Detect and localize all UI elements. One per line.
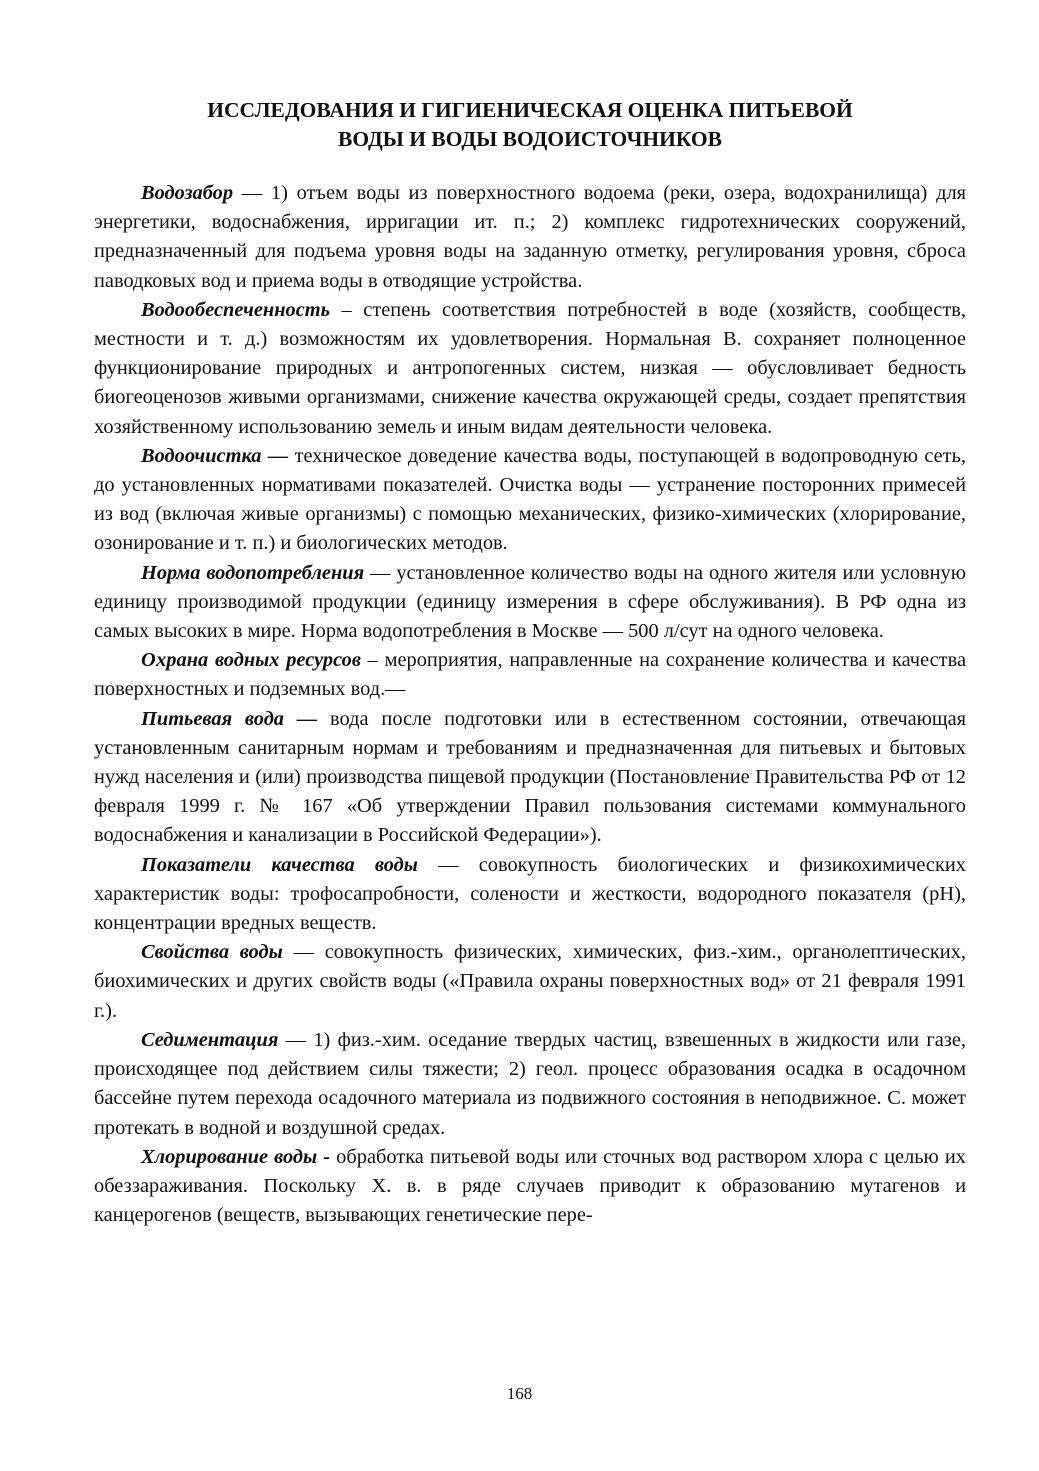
entry-text: обработка питьевой воды или сточных вод раствором хлора с целью их обеззараживания. Поскольку Х. в. в ряде случаев приводит к образованию мутагенов и канцерогенов (веществ, вызывающих генетические пере- — [94, 1145, 966, 1227]
entry-text: — 1) физ.-хим. оседание твердых частиц, взвешенных в жидкости или газе, происходящее под действием силы тяжести; 2) геол. процесс образования осадка в осадочном бассейне путем перехода осадочного материала из подвижного состояния в неподвижное. С. может протекать в водной и воздушной средах. — [94, 1028, 966, 1139]
entry-vodoobespechennost — [94, 296, 966, 442]
page-title — [94, 96, 966, 154]
entry-term: Свойства воды — [141, 941, 283, 964]
entry-term: Охрана водных ресурсов — [141, 649, 361, 672]
entry-term: Показатели качества воды — [141, 853, 418, 876]
entry-svoystva-vody — [94, 938, 966, 1026]
entry-text: — 1) отъем воды из поверхностного водоема (реки, озера, водохранилища) для энергетики, водоснабжения, ирригации ит. п.; 2) комплекс гидротехнических сооружений, предназначенный для подъема уровня воды на заданную отметку, регулирования уровня, сброса паводковых вод и приема воды в отводящие устройства. — [94, 182, 966, 292]
entry-sedimentatsiya — [94, 1026, 966, 1143]
entry-term: Водозабор — [141, 182, 234, 204]
entry-text: – степень соответствия потребностей в воде (хозяйств, сообществ, местности и т. д.) возможностям их удовлетворения. Нормальная В. сохраняет полноценное функционирование природных и антропогенных систем, низкая — обусловливает бедность биогеоценозов живыми организмами, снижение качества окружающей среды, создает препятствия хозяйственному использованию земель и иным видам деятельности человека. — [94, 298, 966, 438]
entry-text: вода после подготовки или в естественном состоянии, отвечающая установленным санитарным нормам и требованиям и предназначенная для питьевых и бытовых нужд населения и (или) производства пищевой продукции (Постановление Правительства РФ от 12 февраля 1999 г. № 167 «Об утверждении Правил пользования системами коммунального водоснабжения и канализации в Российской Федерации»). — [94, 707, 967, 847]
entry-term: Норма водопотребления — [141, 561, 365, 584]
page-number: 168 — [506, 1384, 533, 1403]
entry-norma-vodopotrebleniya — [94, 559, 966, 647]
entry-term: Седиментация — [141, 1028, 279, 1051]
document-page — [94, 96, 966, 1230]
entry-text: — совокупность биологических и физикохимических характеристик воды: трофосапробности, солености и жесткости, водородного показателя (рН), концентрации вредных веществ. — [94, 853, 966, 935]
entry-text: — установленное количество воды на одного жителя или условную единицу производимой продукции (единицу измерения в сфере обслуживания). В РФ одна из самых высоких в мире. Норма водопотребления в Москве — 500 л/сут на одного человека. — [94, 561, 966, 643]
entry-text: — совокупность физических, химических, физ.-хим., органолептических, биохимических и других свойств воды («Правила охраны поверхностных вод» от 21 февраля 1991 г.). — [94, 941, 966, 1022]
entry-text: техническое доведение качества воды, поступающей в водопроводную сеть, до установленных нормативами показателей. Очистка воды — устранение посторонних примесей из вод (включая живые организмы) с помощью механических, физико-химических (хлорирование, озонирование и т. п.) и биологических методов. — [94, 444, 966, 555]
entry-pitevaya-voda — [94, 705, 966, 851]
entry-term: Водоочистка — — [141, 444, 289, 467]
entry-pokazateli-kachestva-vody — [94, 851, 966, 939]
entry-okhrana-vodnykh-resursov — [94, 646, 966, 704]
entry-vodozabor — [94, 179, 966, 296]
entry-term: Питьевая вода — — [141, 707, 318, 730]
entry-text: – мероприятия, направленные на сохранение количества и качества поверхностных и подземных вод.— — [94, 649, 966, 701]
title-line-1: ИССЛЕДОВАНИЯ И ГИГИЕНИЧЕСКАЯ ОЦЕНКА ПИТЬЕВОЙ — [207, 98, 853, 122]
entry-khlorirovanie-vody — [94, 1143, 966, 1231]
title-line-2: ВОДЫ И ВОДЫ ВОДОИСТОЧНИКОВ — [338, 127, 722, 151]
entry-term: Водообеспеченность — [141, 298, 330, 321]
entry-term: Хлорирование воды - — [141, 1145, 331, 1168]
entry-vodoochistka — [94, 442, 966, 559]
